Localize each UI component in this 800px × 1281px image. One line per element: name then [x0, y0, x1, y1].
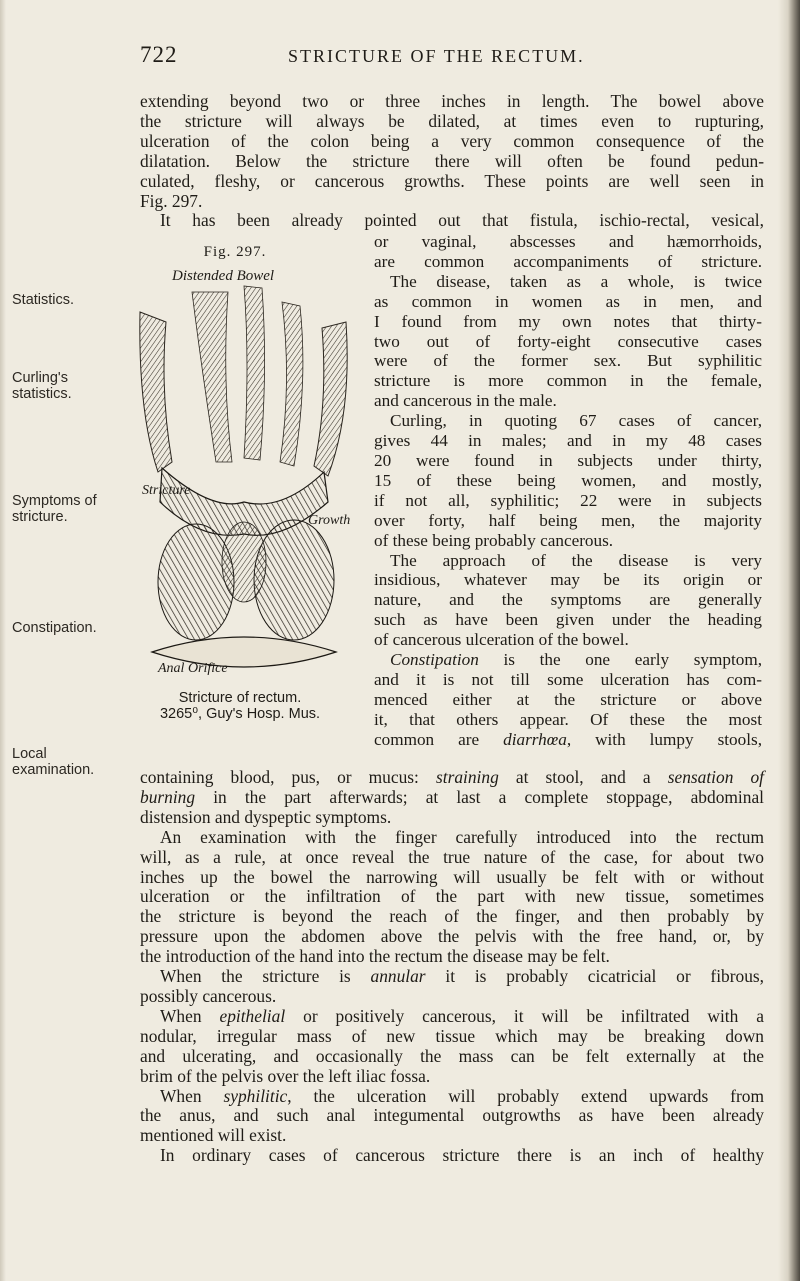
- paragraph-right-column: [374, 232, 762, 750]
- paragraph-bottom: [140, 768, 764, 1166]
- text-line: Fig. 297.: [140, 190, 203, 211]
- sidenote-line: Local: [12, 746, 47, 762]
- text-fragment: common are: [374, 729, 480, 749]
- text-line: the anus, and such anal integumental outgrowths as have been already: [140, 1105, 764, 1126]
- bowel-wall-right: [314, 322, 347, 476]
- text-line: inches up the bowel the narrowing will usually be felt with or without: [140, 866, 764, 887]
- figure-caption: [140, 690, 340, 722]
- text-line: brim of the pelvis over the left iliac fossa.: [140, 1065, 431, 1086]
- annotation-growth: Growth: [308, 513, 351, 528]
- text-line: possibly cancerous.: [140, 985, 277, 1006]
- mucosal-fold: [192, 292, 232, 462]
- text-line: two out of forty-eight consecutive cases: [374, 331, 762, 351]
- text-line: mentioned will exist.: [140, 1125, 287, 1146]
- text-fragment: at stool, and a: [515, 767, 651, 787]
- text-line: [140, 967, 764, 987]
- text-fragment: containing blood, pus, or mucus:: [140, 767, 419, 787]
- running-head: [140, 42, 780, 66]
- text-line: and it is not till some ulceration has com-: [374, 669, 762, 689]
- paragraph-top: [140, 92, 764, 231]
- text-line: such as have been given under the heading: [374, 610, 762, 630]
- text-fragment: or positively cancerous, it will be infiltrated with a: [303, 1005, 764, 1026]
- mucosal-fold: [280, 302, 303, 466]
- text-line: It has been already pointed out that fistula, ischio-rectal, vesical,: [160, 210, 764, 231]
- growth-left: [158, 524, 234, 640]
- text-line: An examination with the finger carefully introduced into the rectum: [160, 826, 764, 847]
- text-line: dilatation. Below the stricture there will often be found pedun-: [140, 150, 764, 171]
- bowel-wall-left: [140, 312, 172, 472]
- text-line: [374, 650, 762, 670]
- sidenote-local-examination: [12, 746, 94, 778]
- text-line: pressure upon the abdomen above the pelvis with the free hand, or, by: [140, 926, 764, 947]
- sidenote-line: Curling's: [12, 370, 68, 386]
- sidenote-constipation: Constipation.: [12, 620, 97, 636]
- annotation-anal-orifice: Anal Orifice: [158, 661, 228, 676]
- text-line: ulceration of the colon being a very common consequence of the: [140, 130, 764, 151]
- caption-line: Stricture of rectum.: [178, 690, 302, 706]
- page-edge-right: [778, 0, 800, 1281]
- text-line: were of the former sex. But syphilitic: [374, 351, 762, 371]
- page-number: 722: [140, 42, 178, 67]
- sidenote-curling: [12, 370, 72, 402]
- sidenote-symptoms: [12, 493, 97, 525]
- text-line: [140, 788, 764, 808]
- text-line: distension and dyspeptic symptoms.: [140, 806, 392, 827]
- text-line: In ordinary cases of cancerous stricture there is an inch of healthy: [160, 1145, 764, 1166]
- emphasis-constipation: Constipation: [390, 650, 479, 670]
- text-line: The approach of the disease is very: [390, 550, 762, 570]
- text-line: stricture is more common in the female,: [374, 371, 762, 391]
- text-line: of these being probably cancerous.: [374, 530, 614, 550]
- text-line: or vaginal, abscesses and hæmorrhoids,: [374, 232, 762, 251]
- sidenote-statistics: Statistics.: [12, 292, 75, 308]
- text-line: and ulcerating, and occasionally the mass can be felt externally at the: [140, 1045, 764, 1066]
- mucosal-fold: [244, 286, 265, 460]
- emphasis-syphilitic: syphilitic: [223, 1085, 288, 1106]
- emphasis-epithelial: epithelial: [219, 1005, 286, 1026]
- text-line: the stricture will always be dilated, at times even to rupturing,: [140, 110, 764, 131]
- text-line: if not all, syphilitic; 22 were in subjects: [374, 490, 762, 510]
- text-line: nature, and the symptoms are generally: [374, 590, 762, 610]
- figure-stricture-illustration: [132, 262, 356, 682]
- text-line: 20 were found in subjects under thirty,: [374, 450, 762, 470]
- text-line: culated, fleshy, or cancerous growths. These points are well seen in: [140, 170, 764, 191]
- text-fragment: it is probably cicatricial or fibrous,: [445, 966, 765, 987]
- emphasis-diarrhoea: diarrhœa: [503, 729, 567, 749]
- text-line: insidious, whatever may be its origin or: [374, 570, 762, 590]
- emphasis-burning: burning: [140, 786, 196, 807]
- text-line: over forty, half being men, the majority: [374, 510, 762, 530]
- text-fragment: , the ulceration will probably extend upwards from: [287, 1085, 764, 1106]
- running-title: STRICTURE OF THE RECTUM.: [288, 46, 585, 66]
- text-fragment: When: [160, 1085, 202, 1106]
- text-line: it, that others appear. Of these the most: [374, 709, 762, 729]
- emphasis-annular: annular: [370, 966, 426, 987]
- text-line: [140, 1087, 764, 1107]
- text-line: 15 of these being women, and mostly,: [374, 470, 762, 490]
- annotation-stricture: Stricture: [142, 483, 191, 498]
- text-fragment: When the stricture is: [160, 966, 351, 987]
- sidenote-line: examination.: [12, 762, 95, 778]
- text-fragment: , with lumpy stools,: [566, 729, 762, 749]
- text-line: Curling, in quoting 67 cases of cancer,: [390, 411, 762, 431]
- text-line: will, as a rule, at once reveal the true nature of the case, for about two: [140, 846, 764, 867]
- annotation-distended-bowel: Distended Bowel: [172, 268, 275, 284]
- text-line: extending beyond two or three inches in length. The bowel above: [140, 91, 764, 111]
- emphasis-straining: straining: [435, 767, 499, 787]
- text-line: I found from my own notes that thirty-: [374, 311, 762, 331]
- text-line: [374, 730, 762, 750]
- sidenote-line: stricture.: [12, 509, 68, 525]
- text-line: as common in women as in men, and: [374, 291, 762, 311]
- text-fragment: is the one early symptom,: [503, 650, 762, 670]
- text-line: The disease, taken as a whole, is twice: [390, 271, 762, 291]
- text-line: [140, 768, 764, 788]
- text-line: menced either at the stricture or above: [374, 689, 762, 709]
- text-line: nodular, irregular mass of new tissue which may be breaking down: [140, 1025, 764, 1046]
- text-line: the stricture is beyond the reach of the finger, and then probably by: [140, 906, 764, 927]
- growth-right: [254, 520, 334, 640]
- caption-line: 3265⁰, Guy's Hosp. Mus.: [159, 706, 321, 722]
- text-line: gives 44 in males; and in my 48 cases: [374, 431, 762, 451]
- text-line: are common accompaniments of stricture.: [374, 251, 762, 271]
- growth-center: [222, 522, 266, 602]
- text-line: and cancerous in the male.: [374, 391, 557, 411]
- text-line: the introduction of the hand into the rectum the disease may be felt.: [140, 946, 610, 967]
- text-fragment: in the part afterwards; at last a complete stoppage, abdominal: [213, 786, 764, 807]
- text-fragment: When: [160, 1005, 202, 1026]
- text-line: ulceration or the infiltration of the part with new tissue, sometimes: [140, 886, 764, 907]
- text-line: [140, 1007, 764, 1027]
- figure-label: Fig. 297.: [203, 244, 267, 260]
- text-line: of cancerous ulceration of the bowel.: [374, 630, 629, 650]
- page-edge-left: [0, 0, 6, 1281]
- emphasis-sensation: sensation of: [667, 767, 764, 787]
- sidenote-line: Symptoms of: [12, 493, 97, 509]
- sidenote-line: statistics.: [12, 386, 72, 402]
